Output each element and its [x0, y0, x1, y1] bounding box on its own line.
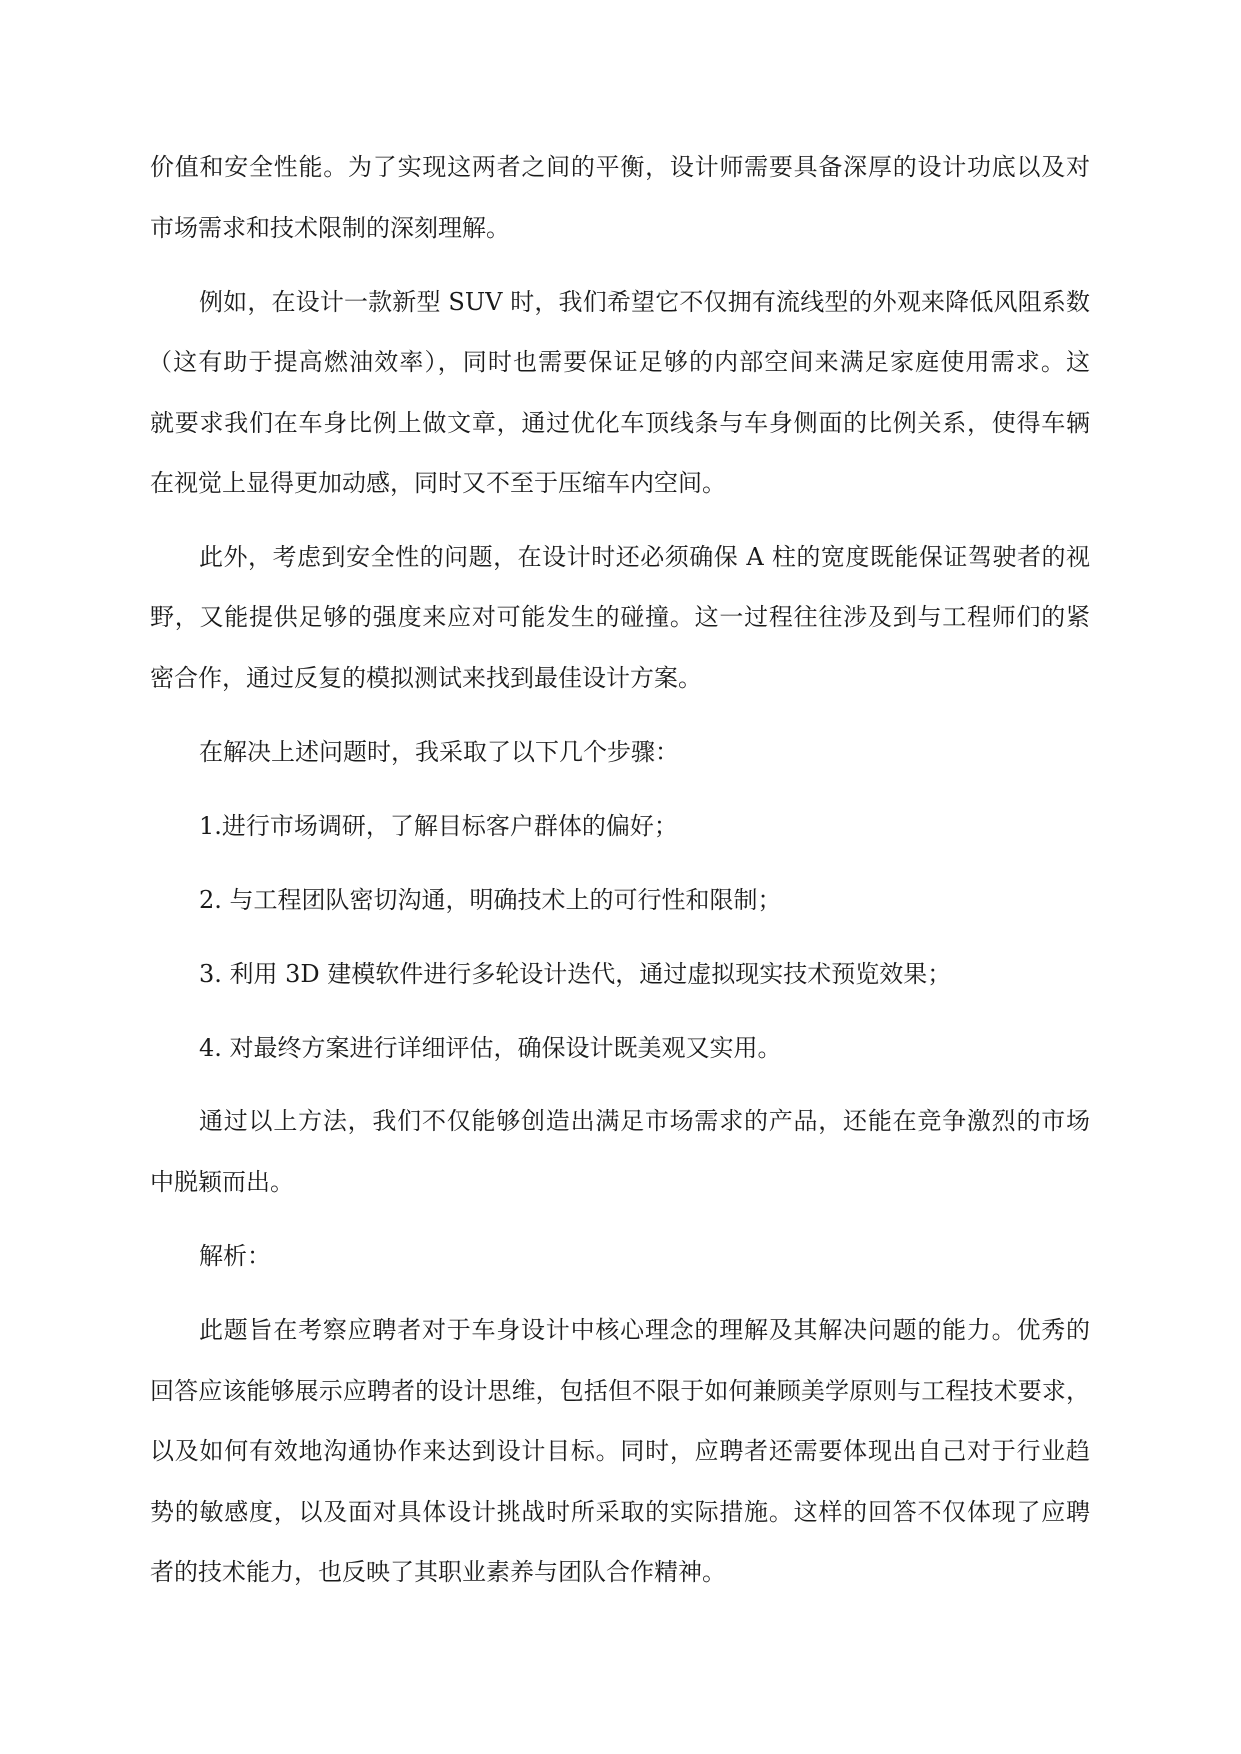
paragraph-line: 在解决上述问题时，我采取了以下几个步骤：: [199, 738, 679, 766]
paragraph-line: 者的技术能力，也反映了其职业素养与团队合作精神。: [150, 1558, 726, 1586]
paragraph-line: 密合作，通过反复的模拟测试来找到最佳设计方案。: [150, 664, 702, 692]
paragraph-line: 在视觉上显得更加动感，同时又不至于压缩车内空间。: [150, 469, 726, 497]
paragraph-line: 市场需求和技术限制的深刻理解。: [150, 214, 510, 242]
paragraph-line: 势的敏感度，以及面对具体设计挑战时所采取的实际措施。这样的回答不仅体现了应聘: [150, 1498, 1090, 1526]
paragraph-line: 以及如何有效地沟通协作来达到设计目标。同时，应聘者还需要体现出自己对于行业趋: [150, 1437, 1090, 1465]
paragraph-line: 回答应该能够展示应聘者的设计思维，包括但不限于如何兼顾美学原则与工程技术要求，: [150, 1377, 1090, 1405]
section-heading: 解析：: [199, 1242, 271, 1270]
paragraph-line: 价值和安全性能。为了实现这两者之间的平衡，设计师需要具备深厚的设计功底以及对: [150, 153, 1090, 181]
paragraph-line: 此外，考虑到安全性的问题，在设计时还必须确保 A 柱的宽度既能保证驾驶者的视: [199, 543, 1090, 571]
list-item: 4. 对最终方案进行详细评估，确保设计既美观又实用。: [199, 1034, 782, 1062]
paragraph-line: 中脱颖而出。: [150, 1168, 294, 1196]
paragraph-line: 例如，在设计一款新型 SUV 时，我们希望它不仅拥有流线型的外观来降低风阻系数: [199, 288, 1090, 316]
list-item: 2. 与工程团队密切沟通，明确技术上的可行性和限制；: [199, 886, 782, 914]
list-item: 1.进行市场调研，了解目标客户群体的偏好；: [199, 812, 678, 840]
paragraph-line: （这有助于提高燃油效率），同时也需要保证足够的内部空间来满足家庭使用需求。这: [148, 348, 1090, 376]
paragraph-line: 野，又能提供足够的强度来应对可能发生的碰撞。这一过程往往涉及到与工程师们的紧: [150, 603, 1090, 631]
list-item: 3. 利用 3D 建模软件进行多轮设计迭代，通过虚拟现实技术预览效果；: [199, 960, 952, 988]
paragraph-line: 此题旨在考察应聘者对于车身设计中核心理念的理解及其解决问题的能力。优秀的: [199, 1316, 1090, 1344]
paragraph-line: 通过以上方法，我们不仅能够创造出满足市场需求的产品，还能在竞争激烈的市场: [199, 1107, 1090, 1135]
paragraph-line: 就要求我们在车身比例上做文章，通过优化车顶线条与车身侧面的比例关系，使得车辆: [150, 409, 1090, 437]
